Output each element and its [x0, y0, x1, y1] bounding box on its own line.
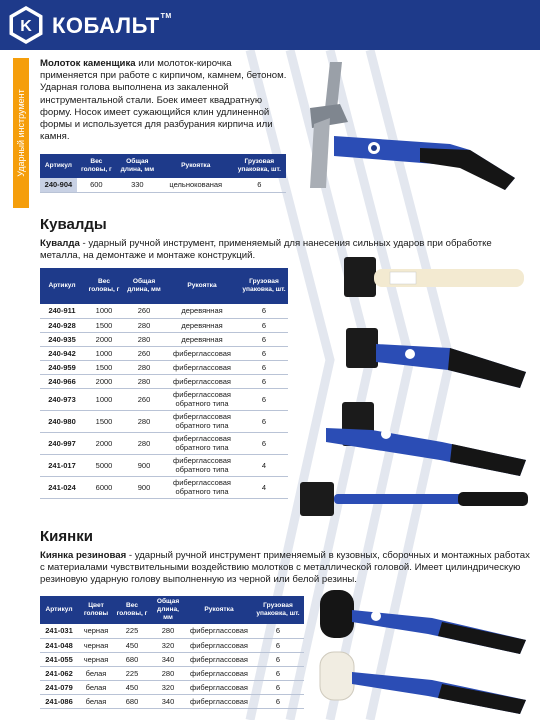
cell-handle: фиберглассовая обратного типа: [164, 476, 240, 498]
cell-article: 241-062: [40, 666, 78, 680]
cell-length: 280: [124, 432, 164, 454]
col-article: Артикул: [40, 596, 78, 624]
cell-article: 240-911: [40, 304, 84, 318]
mason-lead: Молоток каменщика: [40, 58, 136, 69]
table-row: [40, 388, 288, 410]
cell-article: 240-904: [40, 178, 77, 192]
table-row: [40, 346, 288, 360]
cell-article: 241-017: [40, 454, 84, 476]
cell-length: 320: [150, 680, 186, 694]
cell-handle: фиберглассовая обратного типа: [164, 388, 240, 410]
cell-weight: 2000: [84, 374, 124, 388]
sledgehammer-long-image: [298, 480, 530, 520]
cell-weight: 1500: [84, 360, 124, 374]
cell-article: 241-048: [40, 638, 78, 652]
cell-article: 240-942: [40, 346, 84, 360]
mason-description: [40, 58, 290, 143]
cell-length: 340: [150, 652, 186, 666]
mallet-table: [40, 596, 304, 709]
sledgehammer-reverse-image: [322, 400, 530, 478]
table-row: [40, 476, 288, 498]
col-length: Общая длина, мм: [124, 268, 164, 304]
cell-pack: 4: [240, 476, 288, 498]
cell-pack: 6: [240, 374, 288, 388]
col-head-weight: Вес головы, г: [114, 596, 150, 624]
table-row: [40, 332, 288, 346]
cell-article: 240-935: [40, 332, 84, 346]
cell-handle: деревянная: [164, 318, 240, 332]
sledge-table: [40, 268, 288, 499]
cell-article: 240-997: [40, 432, 84, 454]
cell-article: 241-079: [40, 680, 78, 694]
cell-length: 900: [124, 476, 164, 498]
cell-pack: 6: [240, 388, 288, 410]
col-article: Артикул: [40, 154, 77, 178]
cell-handle: фиберглассовая: [186, 694, 252, 708]
sledgehammer-fiberglass-image: [330, 326, 530, 396]
cell-article: 240-959: [40, 360, 84, 374]
table-row: [40, 666, 304, 680]
cell-length: 260: [124, 346, 164, 360]
kobalt-logo-icon: [6, 5, 46, 45]
col-length: Общая длина, мм: [116, 154, 159, 178]
table-row: [40, 432, 288, 454]
cell-weight: 450: [114, 680, 150, 694]
mallet-title: Киянки: [40, 528, 93, 545]
cell-article: 241-055: [40, 652, 78, 666]
cell-weight: 2000: [84, 332, 124, 346]
col-pack: Грузовая упаковка, шт.: [252, 596, 304, 624]
cell-weight: 1000: [84, 346, 124, 360]
cell-weight: 5000: [84, 454, 124, 476]
cell-pack: 6: [240, 410, 288, 432]
cell-weight: 680: [114, 694, 150, 708]
cell-length: 330: [116, 178, 159, 192]
cell-pack: 6: [240, 360, 288, 374]
table-row: [40, 178, 286, 192]
cell-length: 280: [150, 666, 186, 680]
cell-length: 340: [150, 694, 186, 708]
col-head-weight: Вес головы, г: [84, 268, 124, 304]
cell-length: 260: [124, 304, 164, 318]
cell-pack: 6: [240, 304, 288, 318]
cell-pack: 4: [240, 454, 288, 476]
cell-article: 241-086: [40, 694, 78, 708]
mason-table: [40, 154, 286, 193]
cell-weight: 1500: [84, 410, 124, 432]
cell-pack: 6: [252, 638, 304, 652]
sledge-lead: Кувалда: [40, 238, 80, 249]
col-handle: Рукоятка: [186, 596, 252, 624]
table-row: [40, 360, 288, 374]
cell-pack: 6: [252, 652, 304, 666]
table-row: [40, 624, 304, 638]
cell-pack: 6: [252, 666, 304, 680]
cell-weight: 600: [77, 178, 116, 192]
cell-pack: 6: [240, 346, 288, 360]
table-row: [40, 638, 304, 652]
cell-handle: деревянная: [164, 332, 240, 346]
cell-pack: 6: [252, 624, 304, 638]
cell-handle: фиберглассовая: [186, 638, 252, 652]
cell-pack: 6: [240, 432, 288, 454]
cell-length: 280: [124, 318, 164, 332]
mallet-lead: Киянка резиновая: [40, 550, 127, 561]
logo-letter: K: [20, 18, 32, 35]
cell-handle: цельнокованая: [159, 178, 233, 192]
col-article: Артикул: [40, 268, 84, 304]
cell-length: 260: [124, 388, 164, 410]
cell-color: белая: [78, 666, 114, 680]
cell-handle: фиберглассовая обратного типа: [164, 454, 240, 476]
cell-handle: фиберглассовая: [186, 624, 252, 638]
cell-color: белая: [78, 680, 114, 694]
cell-handle: фиберглассовая: [164, 346, 240, 360]
category-tab-label: Ударный инструмент: [16, 89, 26, 177]
sledge-title: Кувалды: [40, 216, 107, 233]
cell-length: 280: [150, 624, 186, 638]
cell-pack: 6: [252, 680, 304, 694]
table-row: [40, 318, 288, 332]
cell-handle: фиберглассовая: [186, 652, 252, 666]
cell-length: 320: [150, 638, 186, 652]
cell-weight: 225: [114, 666, 150, 680]
cell-weight: 6000: [84, 476, 124, 498]
cell-pack: 6: [240, 332, 288, 346]
cell-handle: фиберглассовая: [164, 360, 240, 374]
cell-handle: деревянная: [164, 304, 240, 318]
cell-pack: 6: [240, 318, 288, 332]
cell-pack: 6: [252, 694, 304, 708]
cell-color: черная: [78, 638, 114, 652]
col-pack: Грузовая упаковка, шт.: [233, 154, 286, 178]
col-handle: Рукоятка: [159, 154, 233, 178]
col-length: Общая длина, мм: [150, 596, 186, 624]
table-row: [40, 694, 304, 708]
cell-handle: фиберглассовая: [186, 666, 252, 680]
mallet-text: - ударный ручной инструмент применяемый в кузовных, сборочных и монтажных работах с материалами чувствительными воздействию молотков с металлической головой. Имеет цилиндрическую резиновую ударную голову выполненную из черной или белой резины.: [40, 550, 530, 586]
table-row: [40, 410, 288, 432]
cell-length: 280: [124, 410, 164, 432]
cell-weight: 450: [114, 638, 150, 652]
col-pack: Грузовая упаковка, шт.: [240, 268, 288, 304]
sledgehammer-wood-image: [330, 255, 530, 317]
table-row: [40, 652, 304, 666]
trademark: TM: [160, 13, 172, 20]
sledge-text: - ударный ручной инструмент, применяемый для нанесения сильных ударов при обработке металла, на демонтаже и монтаже конструкций.: [40, 238, 492, 262]
cell-article: 240-973: [40, 388, 84, 410]
mallet-description: [40, 550, 530, 587]
cell-handle: фиберглассовая: [186, 680, 252, 694]
cell-weight: 1000: [84, 304, 124, 318]
mason-text: или молоток-кирочка применяется при работе с кирпичом, камнем, бетоном. Ударная голова выполнена из закаленной инструментальной стали. Боек имеет квадратную форму. Носок имеет сужающийся клин удлиненной формы и используется для разбурания кирпича или камня.: [40, 58, 287, 143]
cell-pack: 6: [233, 178, 286, 192]
cell-weight: 2000: [84, 432, 124, 454]
cell-weight: 1000: [84, 388, 124, 410]
table-row: [40, 374, 288, 388]
col-head-weight: Вес головы, г: [77, 154, 116, 178]
table-row: [40, 680, 304, 694]
cell-weight: 225: [114, 624, 150, 638]
table-row: [40, 454, 288, 476]
cell-article: 240-980: [40, 410, 84, 432]
cell-color: белая: [78, 694, 114, 708]
cell-weight: 680: [114, 652, 150, 666]
cell-length: 280: [124, 374, 164, 388]
cell-handle: фиберглассовая обратного типа: [164, 432, 240, 454]
cell-article: 241-031: [40, 624, 78, 638]
cell-length: 280: [124, 332, 164, 346]
brand-name: КОБАЛЬТ™: [52, 13, 172, 38]
col-head-color: Цвет головы: [78, 596, 114, 624]
page-header: [0, 0, 540, 50]
table-row: [40, 304, 288, 318]
cell-article: 241-024: [40, 476, 84, 498]
cell-color: черная: [78, 624, 114, 638]
cell-article: 240-966: [40, 374, 84, 388]
mason-hammer-image: [300, 58, 530, 193]
black-mallet-image: [312, 588, 532, 656]
cell-handle: фиберглассовая обратного типа: [164, 410, 240, 432]
cell-length: 900: [124, 454, 164, 476]
cell-handle: фиберглассовая: [164, 374, 240, 388]
col-handle: Рукоятка: [164, 268, 240, 304]
cell-color: черная: [78, 652, 114, 666]
cell-article: 240-928: [40, 318, 84, 332]
cell-length: 280: [124, 360, 164, 374]
white-mallet-image: [312, 650, 532, 716]
cell-weight: 1500: [84, 318, 124, 332]
